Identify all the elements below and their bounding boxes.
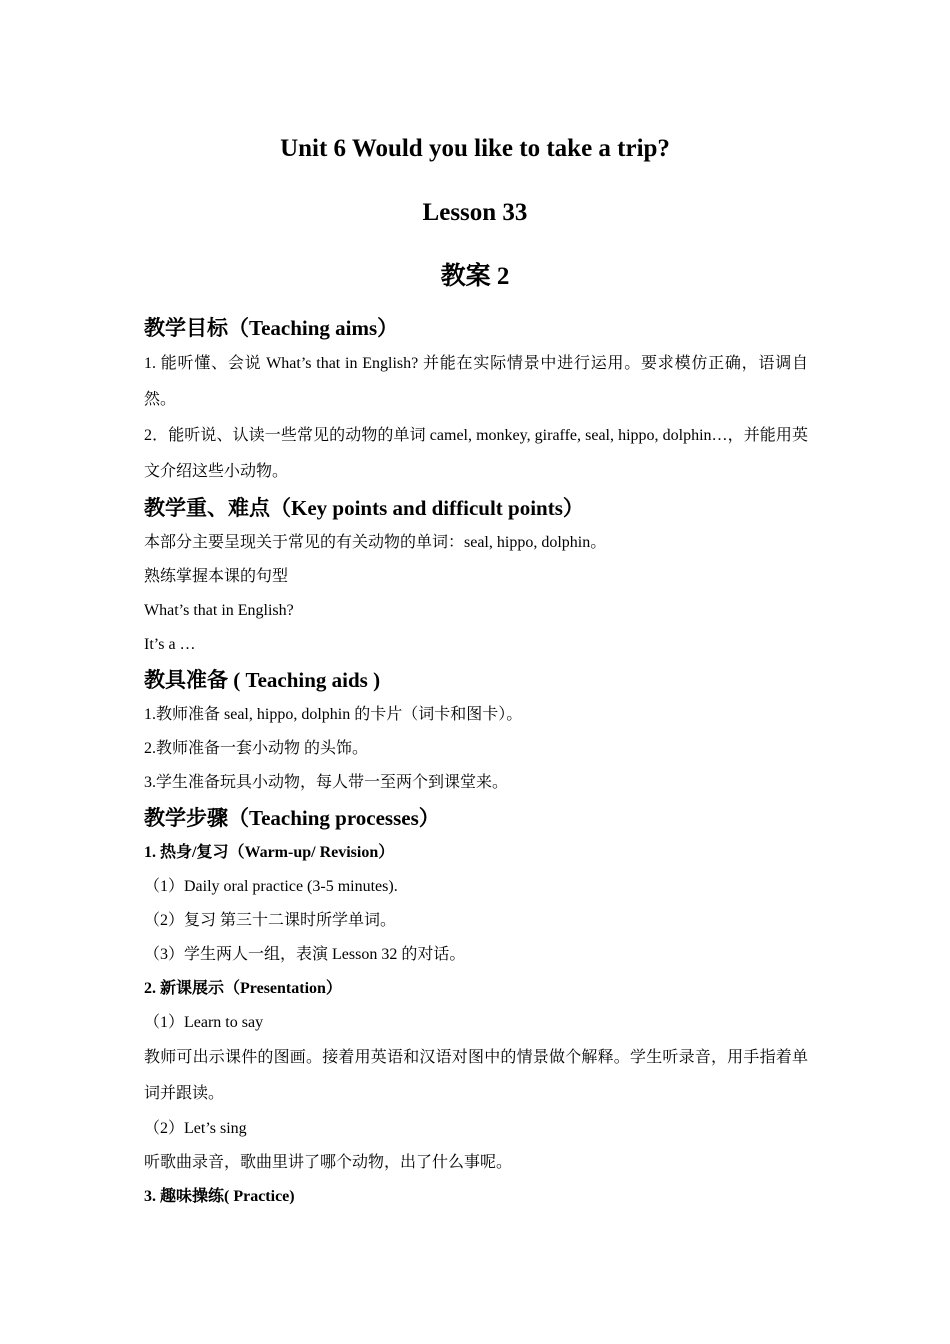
key-point-line-2: 熟练掌握本课的句型 (144, 568, 289, 585)
key-point-line-3: What’s that in English? (144, 602, 294, 619)
aid-line-3: 3.学生准备玩具小动物，每人带一至两个到课堂来。 (144, 774, 509, 791)
plan-title: 教案 2 (440, 263, 510, 290)
key-point-line-4: It’s a … (144, 636, 196, 653)
teaching-aims-heading: 教学目标（Teaching aims） (144, 316, 399, 340)
unit-title: Unit 6 Would you like to take a trip? (280, 135, 670, 162)
document-body (144, 310, 808, 1214)
aim-item-2: 2．能听说、认读一些常见的动物的单词 camel, monkey, giraffe, seal, hippo, dolphin…，并能用英文介绍这些小动物。 (144, 427, 808, 480)
aid-line-2: 2.教师准备一套小动物 的头饰。 (144, 740, 369, 757)
warmup-heading: 1. 热身/复习（Warm-up/ Revision） (144, 844, 395, 861)
teaching-processes-heading: 教学步骤（Teaching processes） (144, 806, 440, 830)
presentation-heading: 2. 新课展示（Presentation） (144, 980, 342, 997)
key-points-heading: 教学重、难点（Key points and difficult points） (144, 496, 584, 520)
warmup-line-2: （2）复习 第三十二课时所学单词。 (144, 912, 397, 929)
lets-sing-text: 听歌曲录音，歌曲里讲了哪个动物，出了什么事呢。 (144, 1154, 513, 1171)
learn-to-say-text: 教师可出示课件的图画。接着用英语和汉语对图中的情景做个解释。学生听录音，用手指着单词并跟读。 (144, 1049, 808, 1102)
warmup-line-3: （3）学生两人一组，表演 Lesson 32 的对话。 (144, 946, 466, 963)
aid-line-1: 1.教师准备 seal, hippo, dolphin 的卡片（词卡和图卡）。 (144, 706, 523, 723)
key-point-line-1: 本部分主要呈现关于常见的有关动物的单词：seal, hippo, dolphin。 (144, 534, 607, 551)
warmup-line-1: （1）Daily oral practice (3-5 minutes). (144, 878, 398, 895)
teaching-aids-heading: 教具准备 ( Teaching aids ) (144, 668, 381, 692)
practice-heading: 3. 趣味操练( Practice) (144, 1188, 295, 1205)
aim-item-1: 1. 能听懂、会说 What’s that in English? 并能在实际情景中进行运用。要求模仿正确，语调自然。 (144, 355, 808, 408)
lesson-title: Lesson 33 (422, 199, 528, 226)
learn-to-say-label: （1）Learn to say (144, 1014, 264, 1031)
lets-sing-label: （2）Let’s sing (144, 1120, 247, 1137)
